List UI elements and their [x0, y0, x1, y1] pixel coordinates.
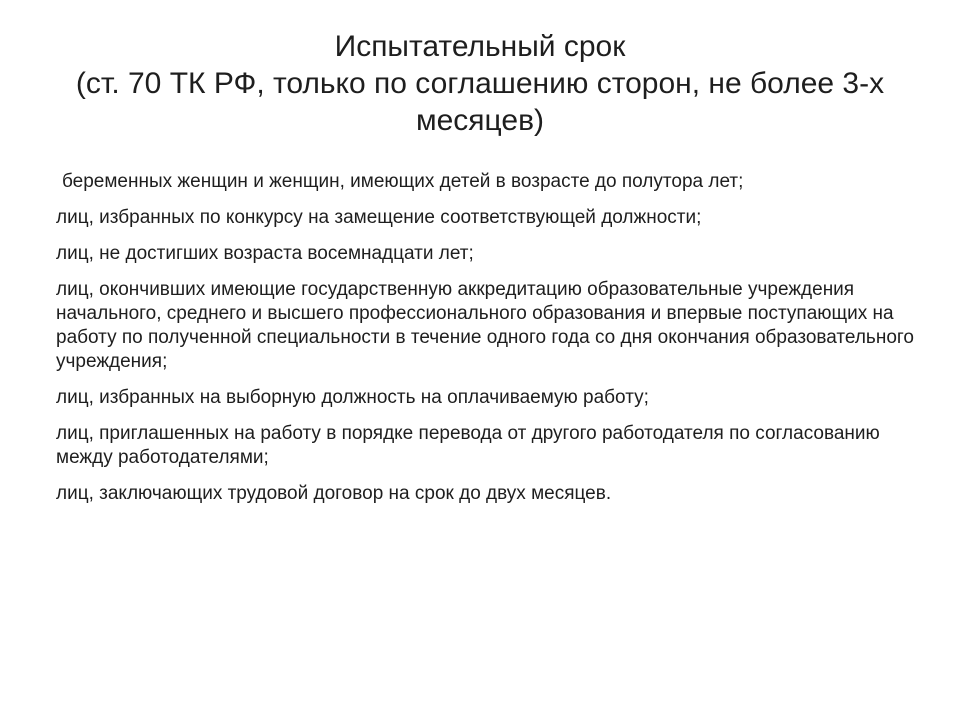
title-line-3: месяцев)	[415, 104, 544, 137]
list-item-pregnant-women: беременных женщин и женщин, имеющих детей в возрасте до полутора лет;	[62, 171, 744, 192]
list-item-graduates: лиц, окончивших имеющие государственную аккредитацию образовательные учреждения начального, среднего и высшего профессионального образования и впервые поступающих на работу по полученной специальности в течение одного года со дня окончания образовательного учреждения;	[56, 279, 914, 372]
list-item-under-eighteen: лиц, не достигших возраста восемнадцати лет;	[56, 243, 474, 264]
list-item-competition-selected: лиц, избранных по конкурсу на замещение соответствующей должности;	[56, 207, 702, 228]
list-item-transfer-invited: лиц, приглашенных на работу в порядке перевода от другого работодателя по согласованию между работодателями;	[56, 423, 880, 468]
list-item-short-contract: лиц, заключающих трудовой договор на срок до двух месяцев.	[56, 483, 612, 504]
title-line-2: (ст. 70 ТК РФ, только по соглашению сторон, не более 3-х	[75, 67, 885, 100]
slide-title	[40, 28, 920, 139]
list-item-elected-position: лиц, избранных на выборную должность на оплачиваемую работу;	[56, 387, 649, 408]
title-line-1: Испытательный срок	[334, 30, 626, 63]
exemption-list	[56, 170, 916, 518]
